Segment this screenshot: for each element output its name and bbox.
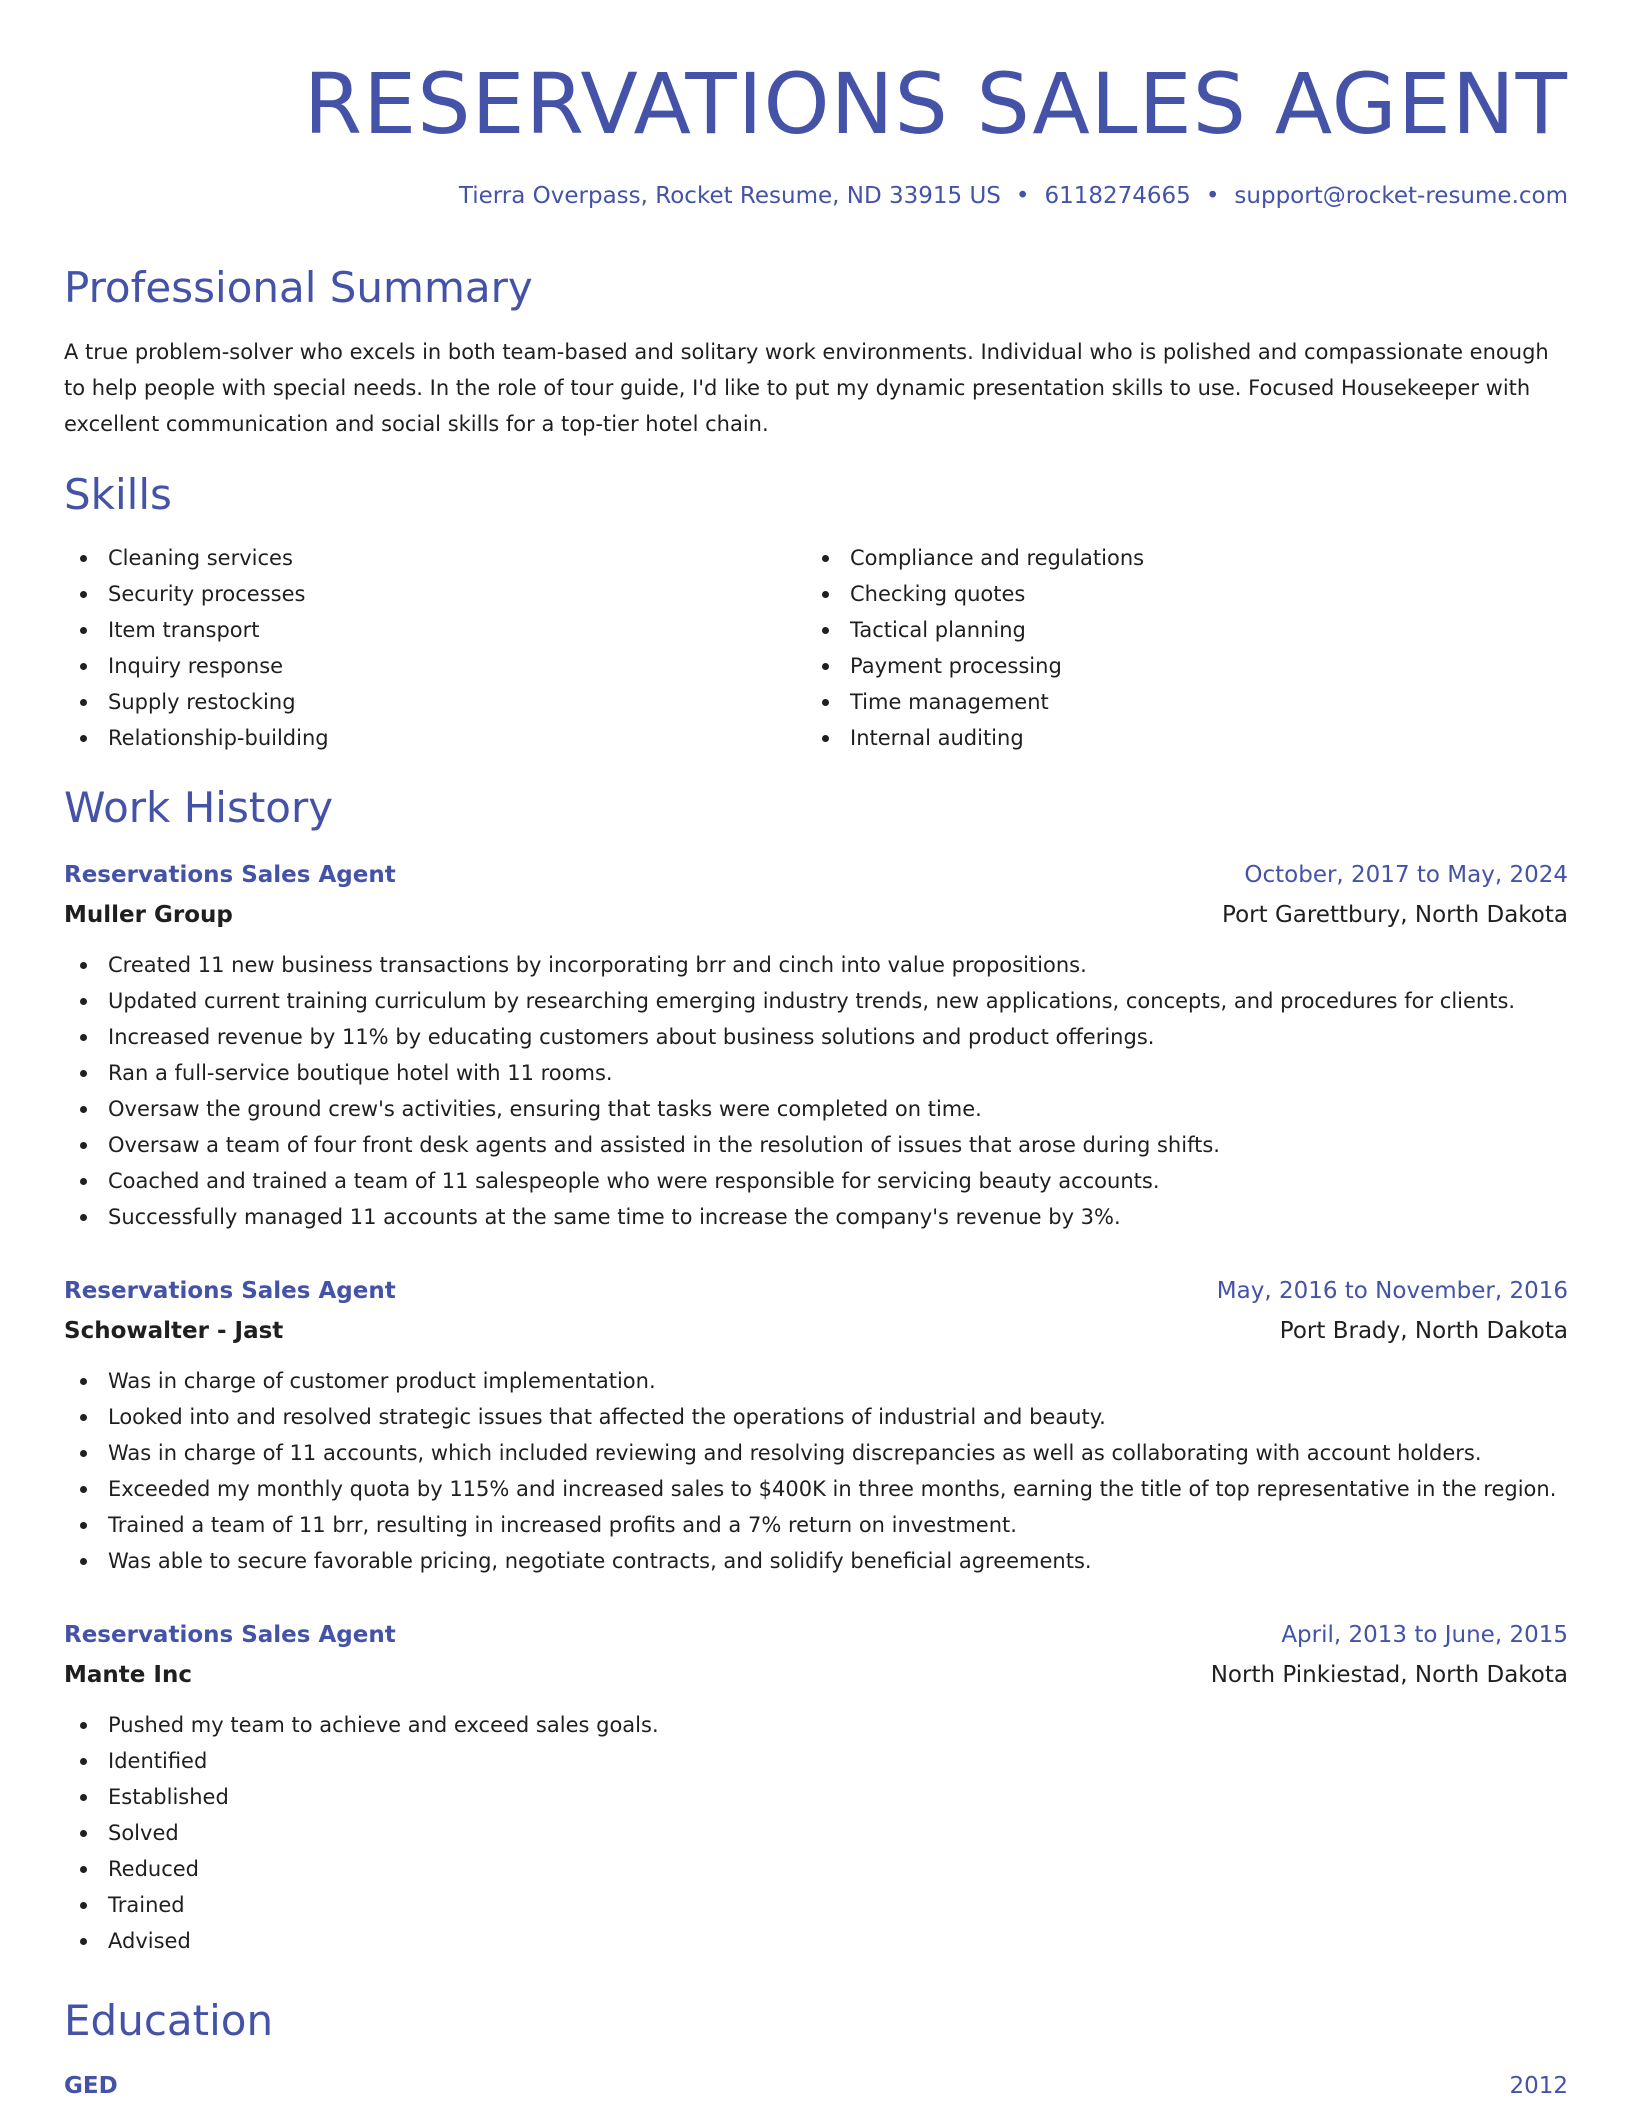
job-bullet: Solved <box>64 1815 1568 1851</box>
skill-item: Supply restocking <box>64 684 806 720</box>
skills-column-right <box>806 540 1548 756</box>
resume-title: RESERVATIONS SALES AGENT <box>303 55 1568 153</box>
job-bullet: Was in charge of 11 accounts, which included reviewing and resolving discrepancies as well as collaborating with account holders. <box>64 1435 1568 1471</box>
skill-item: Inquiry response <box>64 648 806 684</box>
contact-address: Tierra Overpass, Rocket Resume, ND 33915 US <box>458 183 1001 209</box>
job-bullet: Identified <box>64 1743 1568 1779</box>
job-bullet: Increased revenue by 11% by educating customers about business solutions and product offerings. <box>64 1019 1568 1055</box>
job-bullet: Oversaw the ground crew's activities, ensuring that tasks were completed on time. <box>64 1091 1568 1127</box>
education-degree: GED <box>64 2073 118 2099</box>
skill-item: Item transport <box>64 612 806 648</box>
work-history-heading: Work History <box>64 783 334 832</box>
job-bullet: Established <box>64 1779 1568 1815</box>
job-bullet: Successfully managed 11 accounts at the same time to increase the company's revenue by 3%. <box>64 1199 1568 1235</box>
skill-item: Tactical planning <box>806 612 1548 648</box>
job-bullet: Oversaw a team of four front desk agents and assisted in the resolution of issues that arose during shifts. <box>64 1127 1568 1163</box>
job-bullet: Trained <box>64 1887 1568 1923</box>
summary-heading: Professional Summary <box>64 263 533 312</box>
skill-item: Security processes <box>64 576 806 612</box>
skill-item: Checking quotes <box>806 576 1548 612</box>
job-bullet: Coached and trained a team of 11 salespeople who were responsible for servicing beauty accounts. <box>64 1163 1568 1199</box>
skill-item: Payment processing <box>806 648 1548 684</box>
job-bullet: Ran a full-service boutique hotel with 11 rooms. <box>64 1055 1568 1091</box>
job-title: Reservations Sales Agent <box>64 1622 396 1648</box>
job-bullet: Updated current training curriculum by researching emerging industry trends, new applications, concepts, and procedures for clients. <box>64 983 1568 1019</box>
job-company: Mante Inc <box>64 1662 192 1688</box>
job-bullet: Trained a team of 11 brr, resulting in increased profits and a 7% return on investment. <box>64 1507 1568 1543</box>
skill-item: Relationship-building <box>64 720 806 756</box>
job-entry <box>64 855 1568 1235</box>
job-company-row <box>64 1655 1568 1695</box>
job-bullet: Was in charge of customer product implementation. <box>64 1363 1568 1399</box>
job-location: North Pinkiestad, North Dakota <box>1210 1662 1568 1688</box>
job-bullet: Pushed my team to achieve and exceed sales goals. <box>64 1707 1568 1743</box>
job-header-row <box>64 1615 1568 1655</box>
summary-text: A true problem-solver who excels in both team-based and solitary work environments. Individual who is polished and compassionate enough to help people with special needs. In the role of tour guide, I'd like to put my dynamic presentation skills to use. Focused Housekeeper with excellent communication and social skills for a top-tier hotel chain. <box>64 340 1549 436</box>
education-heading: Education <box>64 1996 274 2045</box>
job-dates: April, 2013 to June, 2015 <box>1281 1622 1568 1648</box>
education-year: 2012 <box>1509 2073 1568 2099</box>
job-bullet: Advised <box>64 1923 1568 1959</box>
job-dates: May, 2016 to November, 2016 <box>1216 1278 1568 1304</box>
job-bullet: Created 11 new business transactions by incorporating brr and cinch into value propositions. <box>64 947 1568 983</box>
contact-email: support@rocket-resume.com <box>1234 183 1568 209</box>
skill-item: Compliance and regulations <box>806 540 1548 576</box>
skills-heading: Skills <box>64 470 172 519</box>
job-bullets <box>64 1363 1568 1579</box>
job-bullets <box>64 947 1568 1235</box>
job-title: Reservations Sales Agent <box>64 1278 396 1304</box>
resume-page <box>64 0 1568 2112</box>
skill-item: Cleaning services <box>64 540 806 576</box>
skills-list <box>64 540 1568 756</box>
job-bullet: Exceeded my monthly quota by 115% and increased sales to $400K in three months, earning the title of top representative in the region. <box>64 1471 1568 1507</box>
contact-separator: • <box>1205 183 1220 209</box>
job-company-row <box>64 895 1568 935</box>
contact-phone: 6118274665 <box>1044 183 1191 209</box>
skill-item: Time management <box>806 684 1548 720</box>
job-bullet: Reduced <box>64 1851 1568 1887</box>
job-entry <box>64 1271 1568 1579</box>
job-header-row <box>64 1271 1568 1311</box>
education-entry <box>64 2066 1568 2106</box>
skills-column-left <box>64 540 806 756</box>
job-dates: October, 2017 to May, 2024 <box>1244 862 1568 888</box>
job-location: Port Garettbury, North Dakota <box>1222 902 1568 928</box>
contact-separator: • <box>1015 183 1030 209</box>
job-bullet: Was able to secure favorable pricing, negotiate contracts, and solidify beneficial agreements. <box>64 1543 1568 1579</box>
job-bullets <box>64 1707 1568 1959</box>
job-entry <box>64 1615 1568 1959</box>
job-title: Reservations Sales Agent <box>64 862 396 888</box>
job-bullet: Looked into and resolved strategic issues that affected the operations of industrial and beauty. <box>64 1399 1568 1435</box>
job-company-row <box>64 1311 1568 1351</box>
job-company: Schowalter - Jast <box>64 1318 284 1344</box>
job-company: Muller Group <box>64 902 233 928</box>
job-header-row <box>64 855 1568 895</box>
job-location: Port Brady, North Dakota <box>1279 1318 1568 1344</box>
skill-item: Internal auditing <box>806 720 1548 756</box>
contact-line <box>459 180 1568 212</box>
